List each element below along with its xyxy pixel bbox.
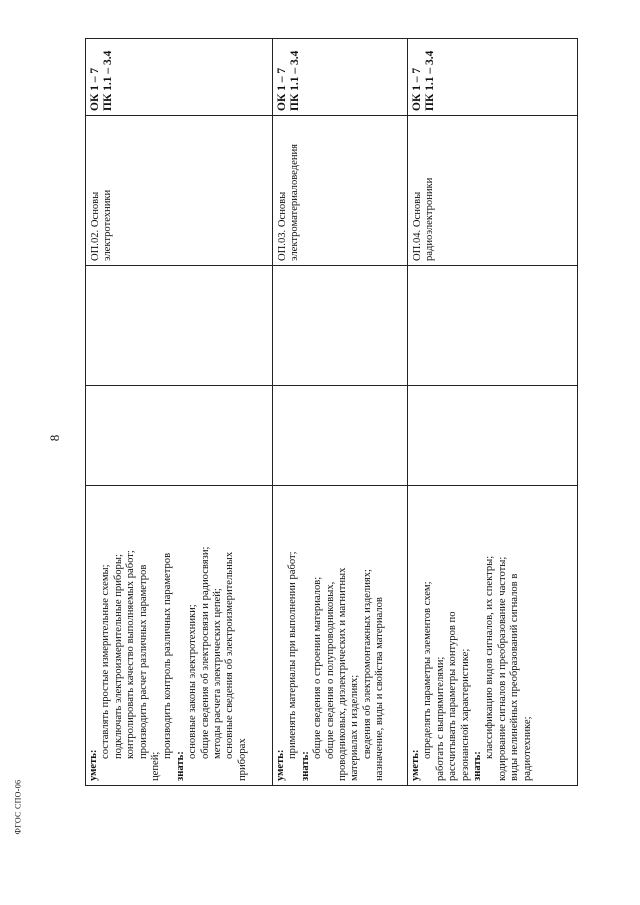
skill-item: рассчитывать параметры контуров по bbox=[447, 611, 459, 781]
skills-heading: уметь: bbox=[88, 749, 99, 781]
knowledge-item: радиотехнике; bbox=[521, 716, 533, 781]
knowledge-item: общие сведения об электросвязи и радиосвязи; bbox=[199, 546, 211, 759]
skills-heading: уметь: bbox=[410, 749, 421, 781]
knowledge-item: основные законы электротехники; bbox=[187, 604, 199, 759]
curriculum-table bbox=[85, 38, 578, 786]
document-code-footer: ФГОС СПО-06 bbox=[13, 779, 23, 835]
empty-cell bbox=[273, 265, 408, 385]
empty-cell bbox=[273, 385, 408, 485]
skill-item: работать с выпрямителями; bbox=[434, 656, 446, 781]
skills-heading: уметь: bbox=[275, 749, 286, 781]
general-competencies: ОК 1 – 7 bbox=[276, 67, 288, 111]
knowledge-item: приборах bbox=[236, 738, 248, 781]
knowledge-item: материалах и изделиях; bbox=[349, 674, 361, 781]
general-competencies: ОК 1 – 7 bbox=[89, 67, 101, 111]
knowledge-heading: знать: bbox=[174, 751, 186, 781]
professional-competencies: ПК 1.1 – 3.4 bbox=[424, 50, 436, 111]
knowledge-item: общие сведения о строении материалов; bbox=[312, 576, 324, 759]
skill-item: подключать электроизмерительные приборы; bbox=[112, 554, 124, 759]
knowledge-item: сведения об электромонтажных изделиях; bbox=[361, 569, 373, 759]
skill-item: резонансной характеристике; bbox=[459, 648, 471, 781]
table-viewport bbox=[85, 38, 578, 786]
skill-item: производить расчет различных параметров bbox=[137, 564, 149, 759]
discipline-cell: ОП.03. Основы электроматериаловедения bbox=[273, 115, 408, 265]
knowledge-item: проводниковых, диэлектрических и магнитных bbox=[337, 567, 349, 781]
professional-competencies: ПК 1.1 – 3.4 bbox=[102, 50, 114, 111]
discipline-cell: ОП.04. Основы радиоэлектроники bbox=[408, 115, 578, 265]
discipline-cell: ОП.02. Основы электротехники bbox=[86, 115, 273, 265]
knowledge-item: основные сведения об электроизмерительных bbox=[224, 551, 236, 759]
empty-cell bbox=[408, 265, 578, 385]
knowledge-item: методы расчета электрических цепей; bbox=[212, 588, 224, 759]
knowledge-item: классификацию видов сигналов, их спектры; bbox=[484, 555, 496, 759]
empty-cell bbox=[86, 385, 273, 485]
knowledge-item: кодирование сигналов и преобразование частоты; bbox=[496, 556, 508, 781]
knowledge-item: назначение, виды и свойства материалов bbox=[374, 597, 386, 781]
requirements-cell bbox=[408, 485, 578, 785]
competencies-cell bbox=[408, 38, 578, 115]
skill-item: применять материалы при выполнении работ; bbox=[287, 551, 299, 759]
competencies-cell bbox=[273, 38, 408, 115]
requirements-cell bbox=[273, 485, 408, 785]
professional-competencies: ПК 1.1 – 3.4 bbox=[289, 50, 301, 111]
general-competencies: ОК 1 – 7 bbox=[411, 67, 423, 111]
skill-item: контролировать качество выполняемых работ; bbox=[125, 550, 137, 759]
knowledge-heading: знать: bbox=[472, 751, 484, 781]
empty-cell bbox=[86, 265, 273, 385]
knowledge-heading: знать: bbox=[299, 751, 311, 781]
knowledge-item: общие сведения о полупроводниковых, bbox=[324, 581, 336, 759]
knowledge-item: виды нелинейных преобразований сигналов в bbox=[509, 573, 521, 781]
skill-item: цепей; bbox=[150, 751, 162, 781]
page-number: 8 bbox=[47, 434, 62, 442]
requirements-cell bbox=[86, 485, 273, 785]
empty-cell bbox=[408, 385, 578, 485]
skill-item: составлять простые измерительные схемы; bbox=[100, 564, 112, 759]
competencies-cell bbox=[86, 38, 273, 115]
skill-item: определять параметры элементов схем; bbox=[422, 581, 434, 759]
skill-item: производить контроль различных параметров bbox=[162, 552, 174, 759]
